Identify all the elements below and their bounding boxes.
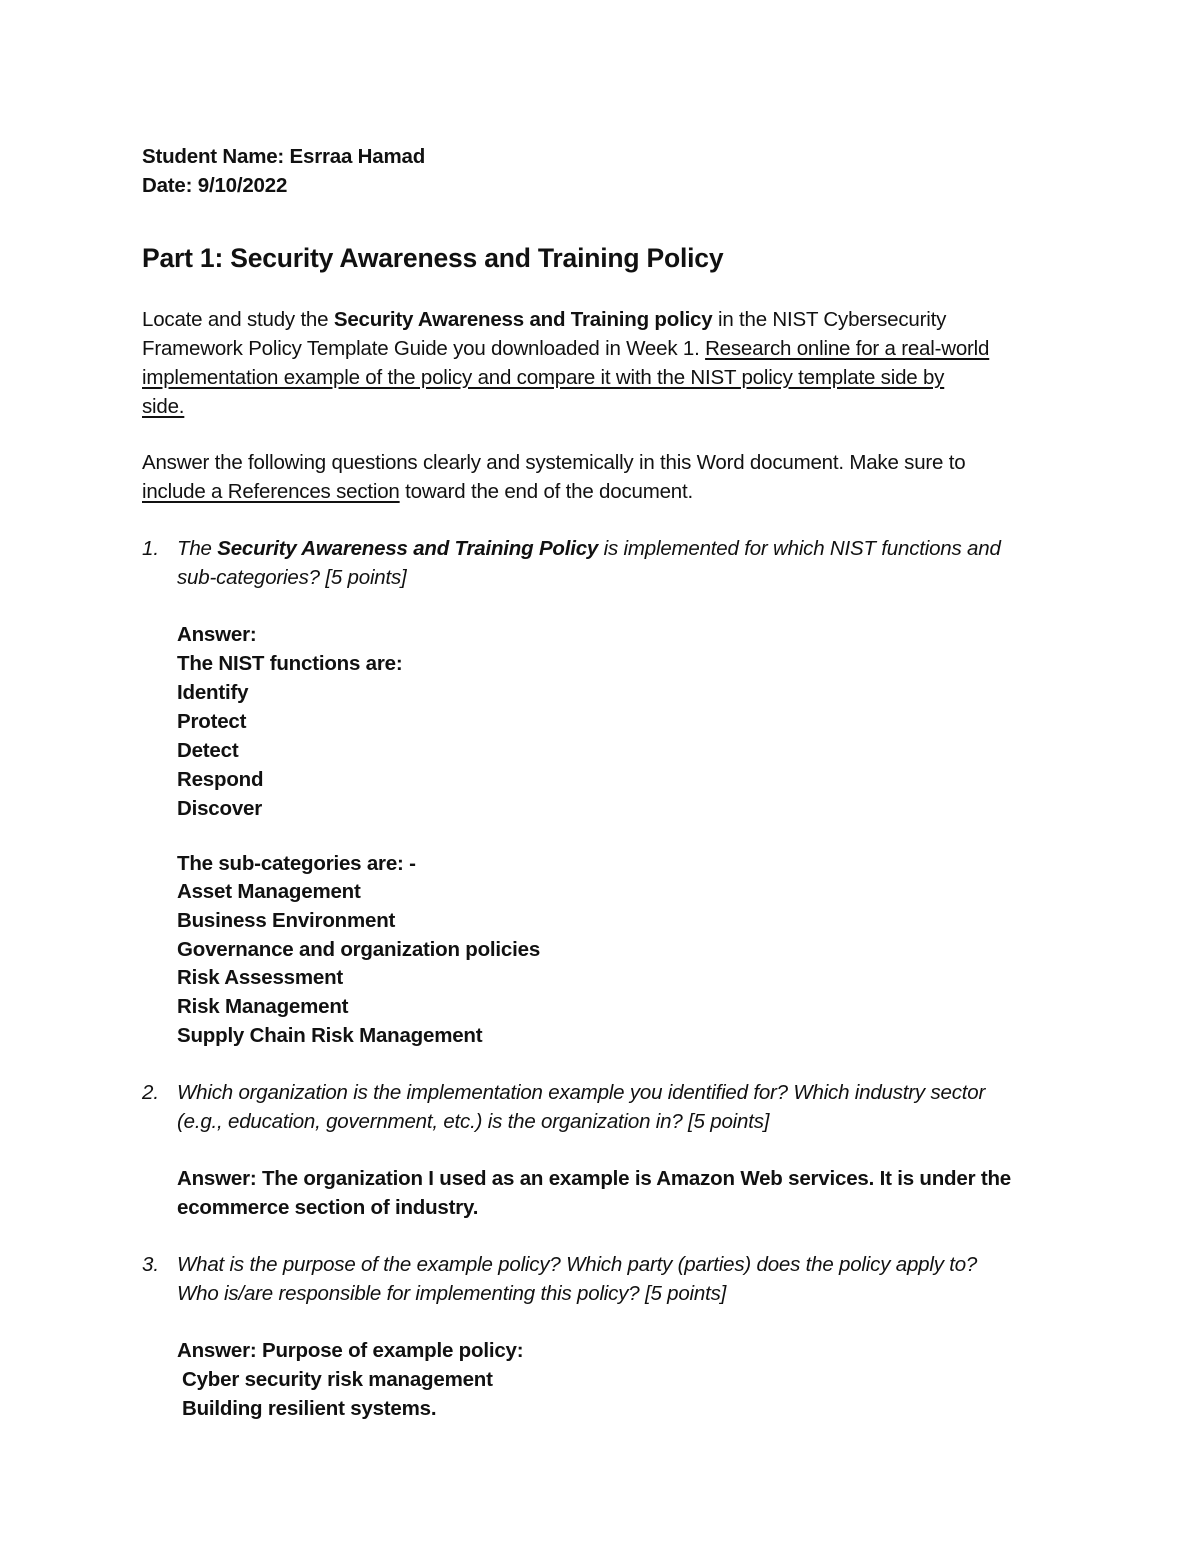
references-instruction: include a References section xyxy=(142,480,400,503)
answer-2-line-2: ecommerce section of industry. xyxy=(177,1196,479,1219)
subcategory-item: Governance and organization policies xyxy=(177,938,541,961)
question-1-line-2: sub-categories? [5 points] xyxy=(177,566,407,589)
function-item: Protect xyxy=(177,710,247,733)
instructions-line-2 xyxy=(142,477,693,506)
intro-text: in the NIST Cybersecurity xyxy=(712,308,947,331)
question-3-line-2: Who is/are responsible for implementing this policy? [5 points] xyxy=(177,1282,727,1305)
intro-line-3: implementation example of the policy and compare it with the NIST policy template side by xyxy=(142,366,945,389)
answer-item: Cyber security risk management xyxy=(182,1368,493,1391)
policy-name: Security Awareness and Training Policy xyxy=(217,537,599,560)
subcategory-item: Risk Management xyxy=(177,995,349,1018)
question-1-line-1 xyxy=(177,534,1001,563)
date: Date: 9/10/2022 xyxy=(142,174,288,197)
subcategory-item: Supply Chain Risk Management xyxy=(177,1024,483,1047)
subcategories-label: The sub-categories are: - xyxy=(177,852,416,875)
instructions-text: toward the end of the document. xyxy=(399,480,693,503)
question-2-line-1: Which organization is the implementation example you identified for? Which industry sector xyxy=(177,1081,986,1104)
function-item: Respond xyxy=(177,768,264,791)
question-text: The xyxy=(177,537,218,560)
answer-3-line-1: Answer: Purpose of example policy: xyxy=(177,1339,524,1362)
answer-label: Answer: xyxy=(177,623,257,646)
intro-line-1 xyxy=(142,305,946,334)
student-name: Student Name: Esrraa Hamad xyxy=(142,145,426,168)
subcategory-item: Business Environment xyxy=(177,909,396,932)
question-number: 2. xyxy=(142,1081,160,1104)
intro-text: Locate and study the xyxy=(142,308,334,331)
intro-text: Framework Policy Template Guide you downloaded in Week 1. xyxy=(142,337,706,360)
intro-line-4: side. xyxy=(142,395,185,418)
question-number: 3. xyxy=(142,1253,160,1276)
question-text: is implemented for which NIST functions and xyxy=(598,537,1001,560)
part-title: Part 1: Security Awareness and Training Policy xyxy=(142,243,724,273)
subcategory-item: Risk Assessment xyxy=(177,966,344,989)
question-number: 1. xyxy=(142,537,160,560)
function-item: Identify xyxy=(177,681,249,704)
subcategory-item: Asset Management xyxy=(177,880,361,903)
research-instruction: Research online for a real-world xyxy=(705,337,990,360)
instructions-line-1: Answer the following questions clearly and systemically in this Word document. Make sure to xyxy=(142,451,966,474)
intro-line-2 xyxy=(142,334,989,363)
question-2-line-2: (e.g., education, government, etc.) is the organization in? [5 points] xyxy=(177,1110,770,1133)
function-item: Detect xyxy=(177,739,239,762)
answer-2-line-1: Answer: The organization I used as an example is Amazon Web services. It is under the xyxy=(177,1167,1011,1190)
answer-item: Building resilient systems. xyxy=(182,1397,437,1420)
functions-label: The NIST functions are: xyxy=(177,652,403,675)
function-item: Discover xyxy=(177,797,263,820)
question-3-line-1: What is the purpose of the example policy? Which party (parties) does the policy apply to? xyxy=(177,1253,978,1276)
policy-name: Security Awareness and Training policy xyxy=(333,308,713,331)
